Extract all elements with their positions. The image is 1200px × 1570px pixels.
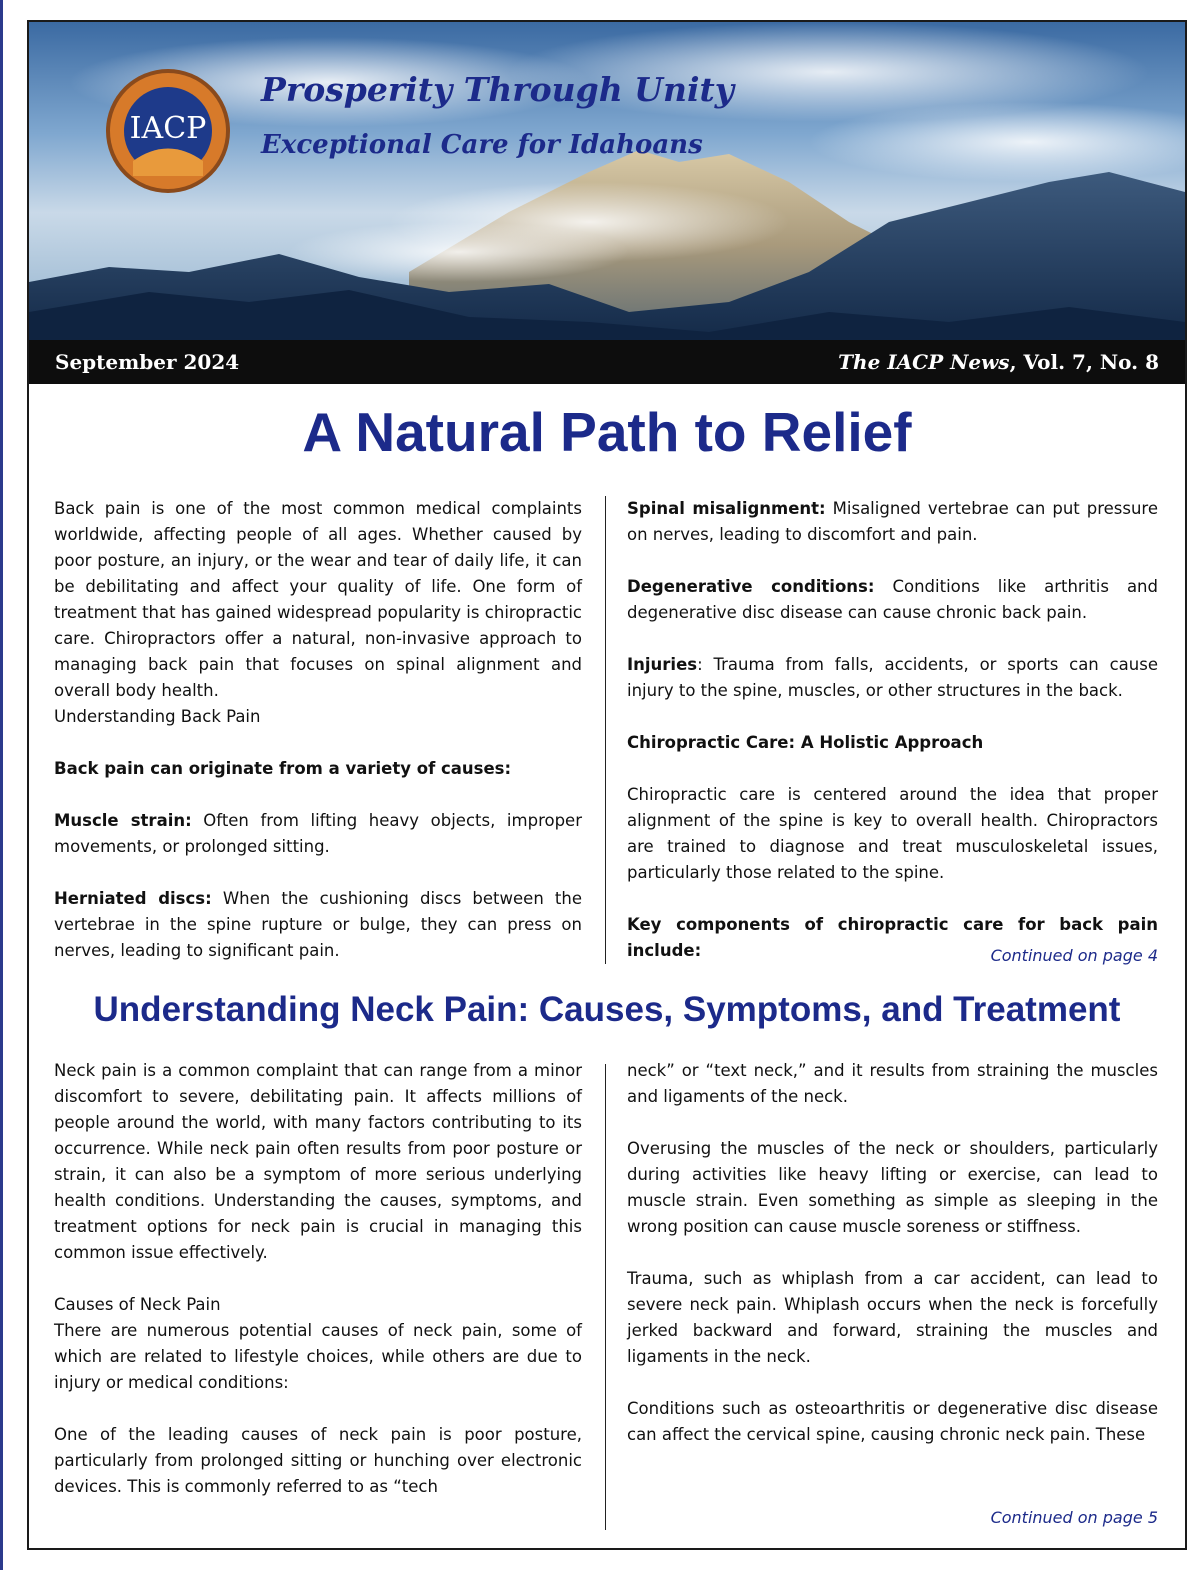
article1-column-2 xyxy=(627,496,1158,964)
continued-link-page-5[interactable]: Continued on page 5 xyxy=(990,1508,1158,1527)
continued-link-page-4[interactable]: Continued on page 4 xyxy=(990,946,1158,965)
publication-name: The IACP News xyxy=(838,350,1010,374)
article1-intro: Back pain is one of the most common medical complaints worldwide, affecting people of all ages. Whether caused by poor posture, an injury, or the wear and tear of daily life, it can be debilitating and affect your quality of life. One form of treatment that has gained widespread popularity is chiropractic care. Chiropractors offer a natural, non-invasive approach to managing back pain that focuses on spinal alignment and overall body health. xyxy=(54,499,582,700)
header-banner xyxy=(29,22,1185,340)
key-components-heading: Key components of chiropractic care for back pain include: xyxy=(627,915,1158,960)
left-edge-rule xyxy=(0,0,3,1570)
article2-intro: Neck pain is a common complaint that can range from a minor discomfort to severe, debilitating pain. It affects millions of people around the world, with many factors contributing to its occurrence. While neck pain often results from poor posture or strain, it can also be a symptom of more serious underlying health conditions. Understanding the causes, symptoms, and treatment options for neck pain is crucial in managing this common issue effectively. xyxy=(54,1061,582,1262)
overuse-text: Overusing the muscles of the neck or shoulders, particularly during activities like heavy lifting or exercise, can lead to muscle strain. Even something as simple as sleeping in the wrong position can cause muscle soreness or stiffness. xyxy=(627,1139,1158,1236)
article2-title: Understanding Neck Pain: Causes, Symptoms, and Treatment xyxy=(93,990,1121,1029)
conditions-text: Conditions such as osteoarthritis or degenerative disc disease can affect the cervical spine, causing chronic neck pain. These xyxy=(627,1399,1158,1444)
herniated-discs-item: Herniated discs: When the cushioning discs between the vertebrae in the spine rupture or bulge, they can press on nerves, leading to significant pain. xyxy=(54,889,583,960)
posture-text: One of the leading causes of neck pain is poor posture, particularly from prolonged sitting or hunching over electronic devices. This is commonly referred to as “tech xyxy=(54,1425,582,1496)
injuries-item: Injuries: Trauma from falls, accidents, or sports can cause injury to the spine, muscles, or other structures in the back. xyxy=(627,655,1158,700)
holistic-heading: Chiropractic Care: A Holistic Approach xyxy=(627,733,984,752)
volume-number: , Vol. 7, No. 8 xyxy=(1009,350,1159,374)
trauma-text: Trauma, such as whiplash from a car accident, can lead to severe neck pain. Whiplash occurs when the neck is forcefully jerked backward and forward, straining the muscles and ligaments in the neck. xyxy=(627,1269,1158,1366)
iacp-logo xyxy=(103,66,233,196)
article2-column-2 xyxy=(627,1058,1158,1448)
issue-date: September 2024 xyxy=(55,350,240,374)
slogan-line-1: Prosperity Through Unity xyxy=(261,70,734,109)
causes-heading: Back pain can originate from a variety of causes: xyxy=(54,759,512,778)
column-divider xyxy=(605,496,606,964)
spinal-misalignment-item: Spinal misalignment: Misaligned vertebrae can put pressure on nerves, leading to discomfort and pain. xyxy=(627,499,1158,544)
holistic-text: Chiropractic care is centered around the idea that proper alignment of the spine is key to overall health. Chiropractors are trained to diagnose and treat musculoskeletal issues, particularly those related to the spine. xyxy=(627,785,1158,882)
column-divider-2 xyxy=(605,1064,606,1530)
slogan-line-2: Exceptional Care for Idahoans xyxy=(261,130,703,160)
svg-text:IACP: IACP xyxy=(129,111,207,146)
article1-title: A Natural Path to Relief xyxy=(302,401,912,463)
article1-subhead: Understanding Back Pain xyxy=(54,707,261,726)
article2-column-1 xyxy=(54,1058,582,1500)
dateline-bar xyxy=(29,340,1185,384)
tech-neck-text: neck” or “text neck,” and it results from straining the muscles and ligaments of the neck. xyxy=(627,1061,1158,1106)
degenerative-item: Degenerative conditions: Conditions like arthritis and degenerative disc disease can cause chronic back pain. xyxy=(627,577,1158,622)
issue-info xyxy=(838,350,1159,374)
article1-column-1 xyxy=(54,496,582,964)
causes-text: There are numerous potential causes of neck pain, some of which are related to lifestyle choices, while others are due to injury or medical conditions: xyxy=(54,1321,582,1392)
muscle-strain-item: Muscle strain: Often from lifting heavy objects, improper movements, or prolonged sitting. xyxy=(54,811,582,856)
article2-subhead: Causes of Neck Pain xyxy=(54,1295,221,1314)
